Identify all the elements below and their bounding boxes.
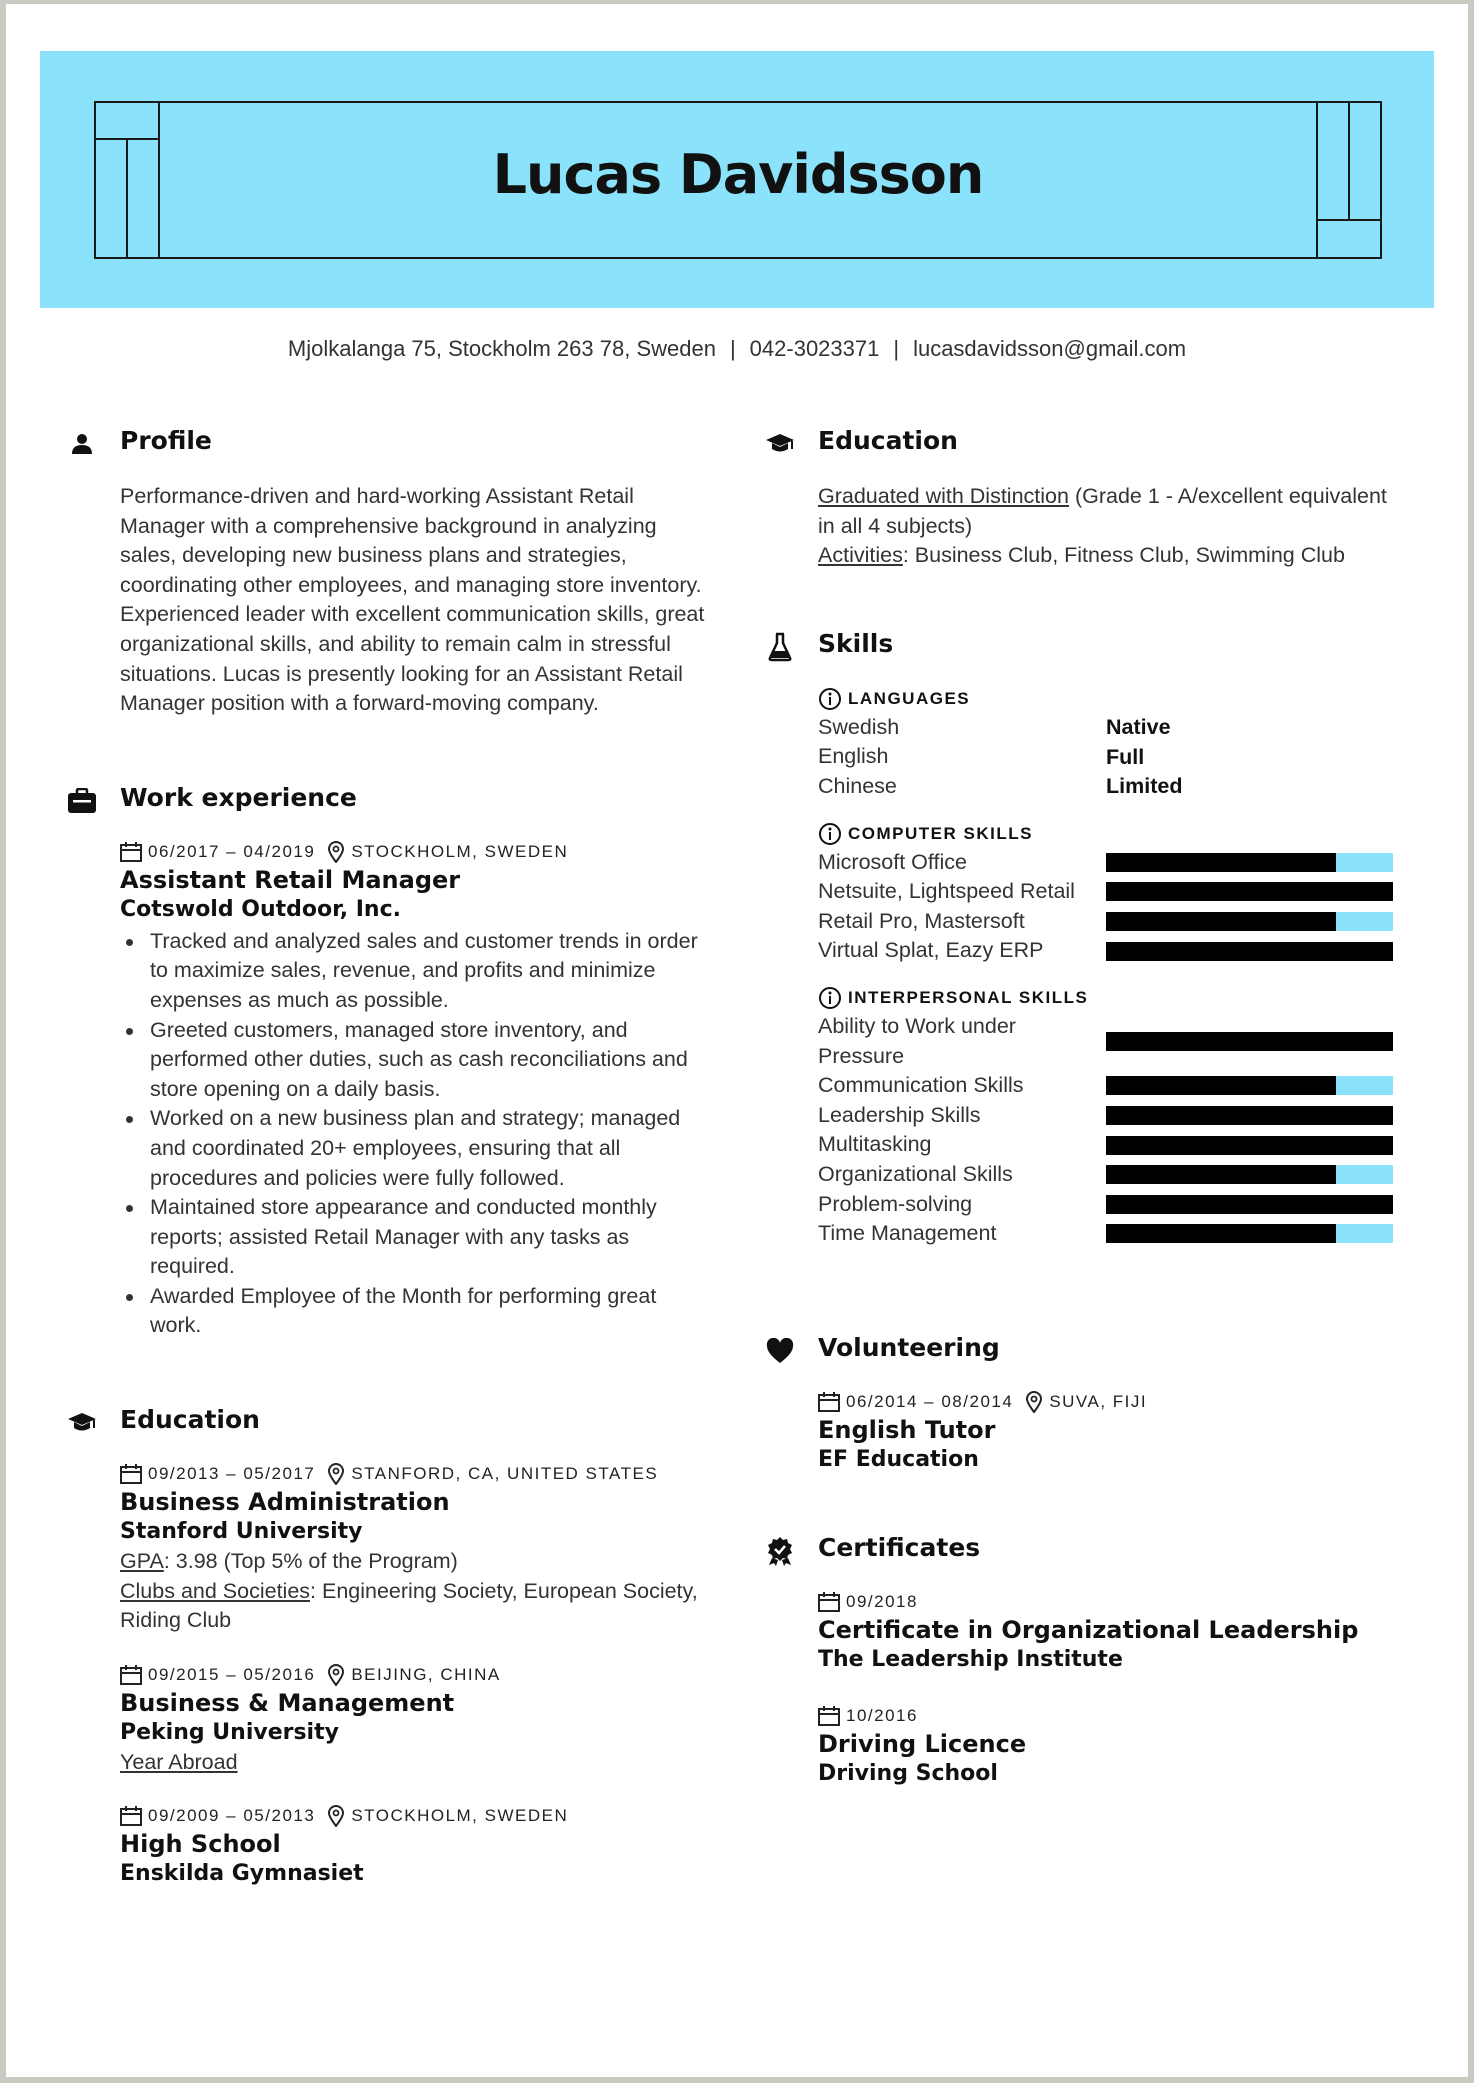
- work-role: Assistant Retail Manager: [120, 865, 461, 894]
- contact-address: Mjolkalanga 75, Stockholm 263 78, Sweden: [287, 336, 716, 361]
- gpa-line: [120, 1547, 706, 1577]
- skill-name: Organizational Skills: [818, 1161, 1013, 1186]
- distinction-text: (Grade 1 - A/excellent equivalent in all 4 subjects): [818, 484, 1387, 538]
- resume-page: [6, 4, 1468, 2077]
- skill-bar: [1106, 1224, 1393, 1243]
- education-date: 09/2015 – 05/2016: [148, 1664, 316, 1684]
- list-item: Greeted customers, managed store inventory, and performed other duties, such as cash reconciliations and store opening on a daily basis.: [120, 1016, 706, 1105]
- distinction-label: Graduated with Distinction: [818, 484, 1069, 508]
- education-location: STOCKHOLM, SWEDEN: [351, 1806, 569, 1826]
- language-row: [818, 772, 1404, 802]
- skill-row: [818, 907, 1404, 937]
- language-name: English: [818, 744, 889, 769]
- contact-line: [6, 336, 1468, 362]
- work-location: STOCKHOLM, SWEDEN: [351, 841, 569, 861]
- section-title: Skills: [818, 628, 894, 658]
- volunteering-role: English Tutor: [818, 1415, 996, 1444]
- education-school: Peking University: [120, 1719, 339, 1745]
- education-school: Stanford University: [120, 1519, 363, 1545]
- activities-line: [818, 541, 1404, 571]
- volunteering-meta: [818, 1389, 1404, 1415]
- gpa-label: GPA: [120, 1549, 164, 1574]
- certificate-date: 09/2018: [846, 1591, 918, 1611]
- skill-row: [818, 1190, 1404, 1220]
- skill-bar: [1106, 1136, 1393, 1155]
- language-level: Native: [1106, 715, 1171, 740]
- volunteering-section: [764, 1331, 1404, 1475]
- contact-phone: 042-3023371: [749, 336, 880, 361]
- info-icon: [818, 986, 842, 1010]
- skill-category-label: INTERPERSONAL SKILLS: [848, 987, 1089, 1007]
- section-title: Education: [120, 1405, 260, 1435]
- section-title: Volunteering: [818, 1332, 1000, 1362]
- skill-name: Virtual Splat, Eazy ERP: [818, 938, 1044, 963]
- distinction-line: [818, 482, 1404, 541]
- section-title: Profile: [120, 426, 212, 455]
- clubs-text: : Engineering Society, European Society, Riding Club: [120, 1578, 698, 1633]
- skill-name: Ability to Work under Pressure: [818, 1013, 1016, 1068]
- language-name: Swedish: [818, 714, 900, 739]
- skill-bar: [1106, 853, 1393, 872]
- skill-bar: [1106, 1195, 1393, 1214]
- education-date: 09/2013 – 05/2017: [148, 1464, 316, 1484]
- skill-bar: [1106, 1076, 1393, 1095]
- left-column: [66, 424, 706, 1889]
- certificates-section: [764, 1531, 1404, 1789]
- skill-name: Communication Skills: [818, 1073, 1024, 1098]
- list-item: Maintained store appearance and conducted monthly reports; assisted Retail Manager with any tasks as required.: [120, 1193, 706, 1282]
- certificate-issuer: The Leadership Institute: [818, 1646, 1123, 1672]
- skill-name: Microsoft Office: [818, 849, 967, 874]
- skill-row: [818, 1130, 1404, 1160]
- volunteering-date: 06/2014 – 08/2014: [846, 1391, 1014, 1411]
- education-section: [66, 1403, 706, 1889]
- work-bullets: [120, 927, 706, 1341]
- activities-label: Activities: [818, 543, 903, 568]
- language-level: Limited: [1106, 774, 1183, 799]
- skill-row: [818, 1101, 1404, 1131]
- skill-name: Time Management: [818, 1221, 997, 1246]
- skill-bar: [1106, 1106, 1393, 1125]
- calendar-icon: [120, 842, 142, 862]
- skill-name: Retail Pro, Mastersoft: [818, 908, 1025, 933]
- location-pin-icon: [327, 1664, 345, 1686]
- volunteering-location: SUVA, FIJI: [1049, 1391, 1148, 1411]
- gpa-text: : 3.98 (Top 5% of the Program): [163, 1549, 458, 1574]
- calendar-icon: [818, 1592, 840, 1612]
- education-degree: Business & Management: [120, 1688, 455, 1717]
- info-icon: [818, 687, 842, 711]
- profile-text: Performance-driven and hard-working Assistant Retail Manager with a comprehensive background in analyzing sales, developing new business plans and strategies, coordinating other employees, and managing store inventory. Experienced leader with excellent communication skills, great organizational skills, and ability to remain calm in stressful situations. Lucas is presently looking for an Assistant Retail Manager position with a forward-moving company.: [120, 484, 705, 716]
- heart-icon: [764, 1335, 796, 1367]
- contact-separator: |: [893, 336, 900, 361]
- computer-skills-heading: [818, 820, 1404, 848]
- work-section: [66, 781, 706, 1341]
- skill-bar: [1106, 1165, 1393, 1184]
- info-icon: [818, 822, 842, 846]
- certificate-entry: [818, 1589, 1404, 1675]
- work-company: Cotswold Outdoor, Inc.: [120, 896, 401, 922]
- calendar-icon: [120, 1806, 142, 1826]
- skill-row: [818, 848, 1404, 878]
- briefcase-icon: [66, 785, 98, 817]
- skill-row: [818, 1012, 1404, 1071]
- language-row: [818, 713, 1404, 743]
- location-pin-icon: [327, 1463, 345, 1485]
- calendar-icon: [120, 1665, 142, 1685]
- education-summary-section: [764, 424, 1404, 571]
- flask-icon: [764, 631, 796, 663]
- skill-row: [818, 1160, 1404, 1190]
- certificate-date: 10/2016: [846, 1705, 918, 1725]
- list-item: Tracked and analyzed sales and customer trends in order to maximize sales, revenue, and profits and minimize expenses as much as possible.: [120, 927, 706, 1016]
- skill-name: Problem-solving: [818, 1191, 973, 1216]
- education-degree: Business Administration: [120, 1488, 450, 1517]
- profile-section: [66, 424, 706, 719]
- skill-row: [818, 1219, 1404, 1249]
- education-entry: [120, 1662, 706, 1778]
- header-frame: [94, 101, 1382, 259]
- location-pin-icon: [327, 841, 345, 863]
- calendar-icon: [818, 1392, 840, 1412]
- skill-row: [818, 1071, 1404, 1101]
- skill-bar: [1106, 912, 1393, 931]
- skills-section: [764, 627, 1404, 1249]
- interpersonal-skills-heading: [818, 984, 1404, 1012]
- certificate-issuer: Driving School: [818, 1760, 998, 1786]
- skill-bar: [1106, 942, 1393, 961]
- award-icon: [764, 1535, 796, 1567]
- contact-separator: |: [729, 336, 736, 361]
- skill-row: [818, 877, 1404, 907]
- clubs-line: [120, 1577, 706, 1636]
- calendar-icon: [818, 1706, 840, 1726]
- education-date: 09/2009 – 05/2013: [148, 1806, 316, 1826]
- work-date: 06/2017 – 04/2019: [148, 841, 316, 861]
- clubs-label: Clubs and Societies: [120, 1578, 311, 1603]
- language-name: Chinese: [818, 773, 897, 798]
- certificate-entry: [818, 1703, 1404, 1789]
- skill-row: [818, 936, 1404, 966]
- education-note: Year Abroad: [120, 1749, 238, 1774]
- language-level: Full: [1106, 744, 1145, 769]
- list-item: Worked on a new business plan and strategy; managed and coordinated 20+ employees, ensuring that all procedures and policies were fully followed.: [120, 1104, 706, 1193]
- education-entry: [120, 1461, 706, 1636]
- skill-name: Leadership Skills: [818, 1102, 981, 1127]
- education-location: STANFORD, CA, UNITED STATES: [351, 1464, 659, 1484]
- location-pin-icon: [1025, 1391, 1043, 1413]
- list-item: Awarded Employee of the Month for performing great work.: [120, 1282, 706, 1341]
- candidate-name: Lucas Davidsson: [492, 143, 984, 206]
- graduation-cap-icon: [66, 1407, 98, 1439]
- work-meta: [120, 839, 706, 865]
- skill-category-label: COMPUTER SKILLS: [848, 823, 1033, 843]
- education-school: Enskilda Gymnasiet: [120, 1861, 364, 1887]
- languages-heading: [818, 685, 1404, 713]
- graduation-cap-icon: [764, 428, 796, 460]
- certificate-name: Certificate in Organizational Leadership: [818, 1615, 1359, 1644]
- calendar-icon: [120, 1464, 142, 1484]
- volunteering-org: EF Education: [818, 1446, 979, 1472]
- skill-bar: [1106, 1032, 1393, 1051]
- skill-bar: [1106, 882, 1393, 901]
- user-icon: [66, 428, 98, 460]
- location-pin-icon: [327, 1805, 345, 1827]
- skill-name: Netsuite, Lightspeed Retail: [818, 879, 1075, 904]
- education-entry: [120, 1803, 706, 1889]
- activities-text: : Business Club, Fitness Club, Swimming Club: [902, 543, 1345, 568]
- education-location: BEIJING, CHINA: [351, 1664, 501, 1684]
- section-title: Education: [818, 426, 958, 455]
- right-column: [764, 424, 1404, 1789]
- contact-email[interactable]: lucasdavidsson@gmail.com: [913, 336, 1187, 361]
- language-row: [818, 742, 1404, 772]
- section-title: Certificates: [818, 1532, 981, 1562]
- skill-name: Multitasking: [818, 1132, 932, 1157]
- skill-category-label: LANGUAGES: [848, 688, 971, 708]
- header-band: [40, 51, 1434, 308]
- education-degree: High School: [120, 1830, 281, 1859]
- certificate-name: Driving Licence: [818, 1729, 1027, 1758]
- section-title: Work experience: [120, 782, 357, 812]
